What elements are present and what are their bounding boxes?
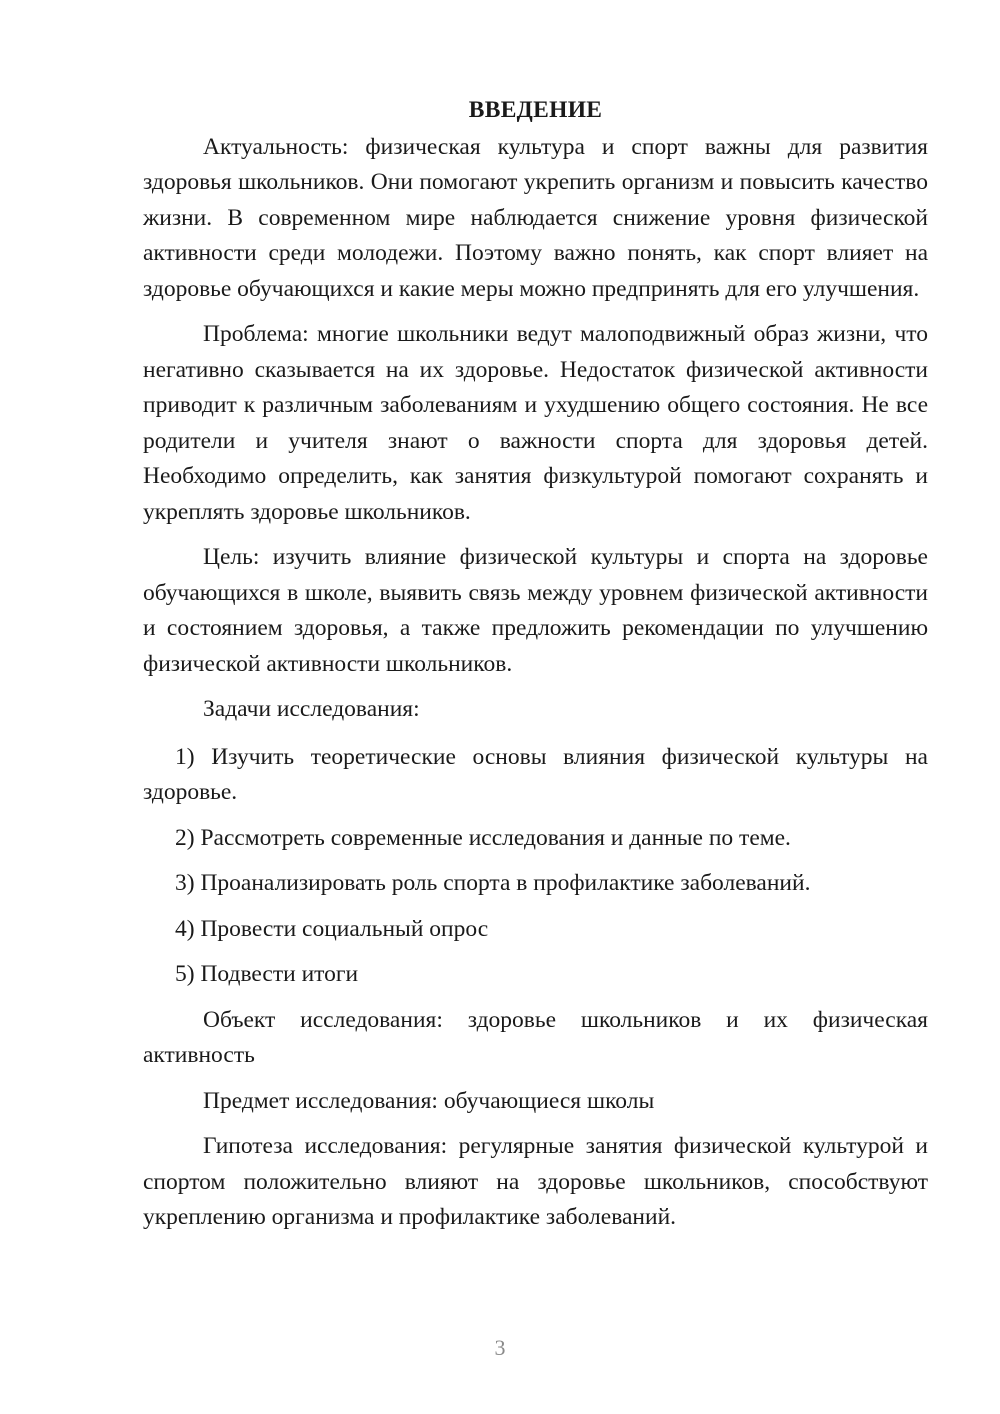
relevance-paragraph: Актуальность: физическая культура и спорт важны для развития здоровья школьников. Они помогают укрепить организм и повысить качество жизни. В современном мире наблюдается снижение уровня физической активности среди молодежи. Поэтому важно понять, как спорт влияет на здоровье обучающихся и какие меры можно предпринять для его улучшения.: [143, 133, 928, 302]
hypothesis-paragraph: Гипотеза исследования: регулярные занятия физической культурой и спортом положительно влияют на здоровье школьников, способствуют укреплению организма и профилактике заболеваний.: [143, 1133, 928, 1230]
subject-paragraph: Предмет исследования: обучающиеся школы: [203, 1087, 655, 1114]
task-item: 5) Подвести итоги: [175, 961, 359, 987]
task-item: 2) Рассмотреть современные исследования и данные по теме.: [175, 824, 791, 851]
section-title: ВВЕДЕНИЕ: [468, 97, 603, 123]
problem-paragraph: Проблема: многие школьники ведут малоподвижный образ жизни, что негативно сказывается на их здоровье. Недостаток физической активности приводит к различным заболеваниям и ухудшению общего состояния. Не все родители и учителя знают о важности спорта для здоровья детей. Необходимо определить, как занятия физкультурой помогают сохранять и укреплять здоровье школьников.: [143, 321, 928, 525]
page-number: 3: [494, 1335, 506, 1360]
goal-paragraph: Цель: изучить влияние физической культуры и спорта на здоровье обучающихся в школе, выявить связь между уровнем физической активности и состоянием здоровья, а также предложить рекомендации по улучшению физической активности школьников.: [143, 544, 928, 677]
task-item: 4) Провести социальный опрос: [175, 915, 489, 942]
task-item: 1) Изучить теоретические основы влияния физической культуры на здоровье.: [143, 743, 928, 805]
tasks-heading: Задачи исследования:: [203, 696, 420, 722]
task-item: 3) Проанализировать роль спорта в профилактике заболеваний.: [175, 870, 811, 896]
object-paragraph: Объект исследования: здоровье школьников и их физическая активность: [143, 1006, 928, 1068]
page-content: [143, 93, 928, 1246]
